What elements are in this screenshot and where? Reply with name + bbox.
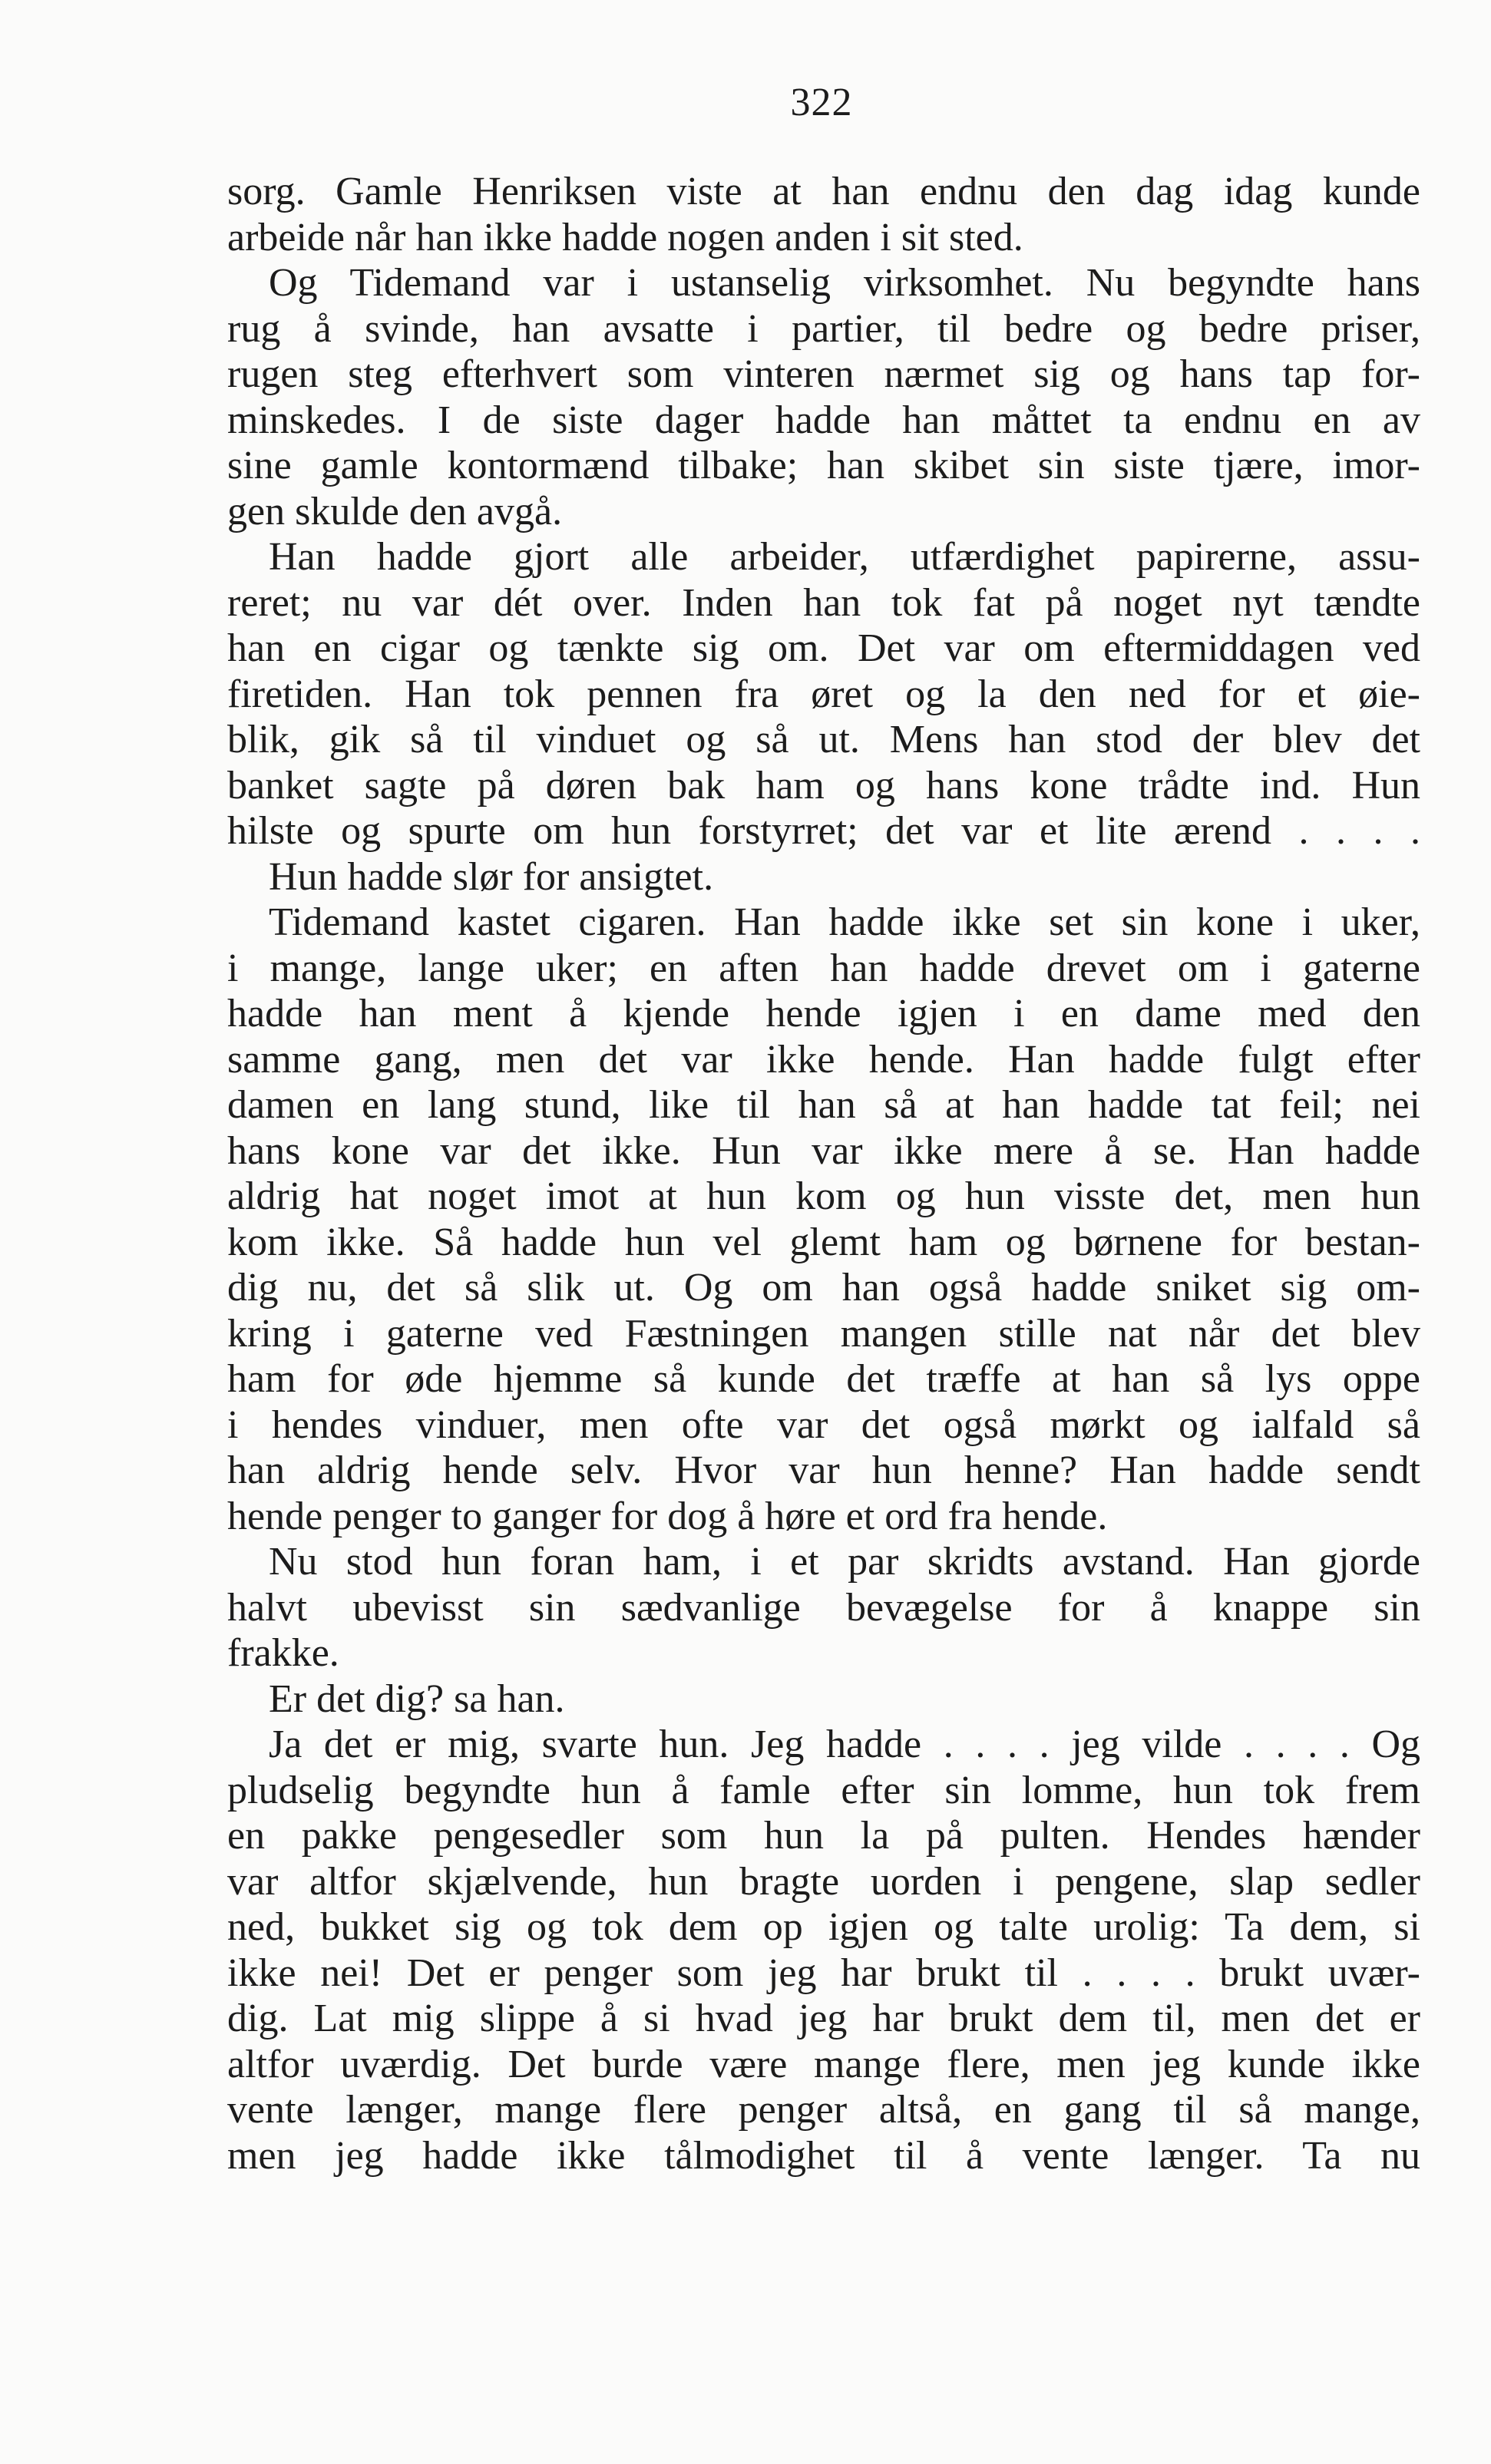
text-line: hadde han ment å kjende hende igjen i en dame med den (227, 992, 1420, 1035)
text-line: blik, gik så til vinduet og så ut. Mens han stod der blev det (227, 718, 1420, 761)
text-line: ned, bukket sig og tok dem op igjen og talte urolig: Ta dem, si (227, 1905, 1420, 1949)
text-line: Han hadde gjort alle arbeider, utfærdighet papirerne, assu- (269, 535, 1420, 579)
text-line: reret; nu var dét over. Inden han tok fat på noget nyt tændte (227, 580, 1420, 625)
text-line: Er det dig? sa han. (269, 1676, 565, 1721)
text-line: pludselig begyndte hun å famle efter sin lomme, hun tok frem (227, 1768, 1420, 1812)
text-line: hende penger to ganger for dog å høre et ord fra hende. (227, 1494, 1108, 1538)
text-line: samme gang, men det var ikke hende. Han hadde fulgt efter (227, 1037, 1420, 1082)
text-line: rug å svinde, han avsatte i partier, til bedre og bedre priser, (227, 306, 1420, 351)
text-line: kring i gaterne ved Fæstningen mangen stille nat når det blev (227, 1311, 1420, 1356)
text-line: men jeg hadde ikke tålmodighet til å vente længer. Ta nu (227, 2133, 1420, 2178)
text-line: altfor uværdig. Det burde være mange flere, men jeg kunde ikke (227, 2042, 1420, 2086)
text-line: Nu stod hun foran ham, i et par skridts avstand. Han gjorde (269, 1540, 1420, 1584)
text-line: frakke. (227, 1631, 339, 1675)
text-line: Og Tidemand var i ustanselig virksomhet. Nu begyndte hans (269, 261, 1420, 305)
text-line: en pakke pengesedler som hun la på pulten. Hendes hænder (227, 1814, 1420, 1858)
text-line: aldrig hat noget imot at hun kom og hun visste det, men hun (227, 1174, 1420, 1218)
text-line: firetiden. Han tok pennen fra øret og la den ned for et øie- (227, 672, 1420, 716)
text-line: var altfor skjælvende, hun bragte uorden i pengene, slap sedler (227, 1859, 1420, 1904)
text-line: hans kone var det ikke. Hun var ikke mere å se. Han hadde (227, 1128, 1420, 1173)
text-line: damen en lang stund, like til han så at han hadde tat feil; nei (227, 1083, 1420, 1127)
text-line: sorg. Gamle Henriksen viste at han endnu den dag idag kunde (227, 170, 1420, 213)
text-line: han aldrig hende selv. Hvor var hun henne? Han hadde sendt (227, 1448, 1420, 1492)
text-line: gen skulde den avgå. (227, 489, 563, 533)
text-line: vente længer, mange flere penger altså, en gang til så mange, (227, 2088, 1420, 2132)
page-number: 322 (790, 81, 853, 124)
text-line: kom ikke. Så hadde hun vel glemt ham og børnene for bestan- (227, 1220, 1420, 1264)
text-line: hilste og spurte om hun forstyrret; det var et lite ærend . . . . (227, 809, 1420, 853)
text-line: rugen steg efterhvert som vinteren nærmet sig og hans tap for- (227, 352, 1420, 396)
text-line: Tidemand kastet cigaren. Han hadde ikke set sin kone i uker, (269, 900, 1420, 944)
text-line: banket sagte på døren bak ham og hans kone trådte ind. Hun (227, 763, 1420, 808)
text-line: dig. Lat mig slippe å si hvad jeg har brukt dem til, men det er (227, 1997, 1420, 2040)
text-line: arbeide når han ikke hadde nogen anden i sit sted. (227, 215, 1023, 259)
text-line: dig nu, det så slik ut. Og om han også hadde sniket sig om- (227, 1266, 1420, 1310)
text-line: halvt ubevisst sin sædvanlige bevægelse for å knappe sin (227, 1585, 1420, 1630)
text-line: Ja det er mig, svarte hun. Jeg hadde . . . . jeg vilde . . . . Og (269, 1722, 1420, 1766)
text-line: sine gamle kontormænd tilbake; han skibet sin siste tjære, imor- (227, 444, 1420, 487)
text-line: ikke nei! Det er penger som jeg har brukt til . . . . brukt uvær- (227, 1950, 1420, 1995)
text-line: i mange, lange uker; en aften han hadde drevet om i gaterne (227, 946, 1420, 990)
text-line: han en cigar og tænkte sig om. Det var om eftermiddagen ved (227, 626, 1420, 670)
text-line: Hun hadde slør for ansigtet. (269, 854, 714, 899)
body-text (227, 169, 1420, 2178)
text-line: minskedes. I de siste dager hadde han måttet ta endnu en av (227, 398, 1420, 442)
text-line: ham for øde hjemme så kunde det træffe at han så lys oppe (227, 1357, 1420, 1401)
text-line: i hendes vinduer, men ofte var det også mørkt og ialfald så (227, 1402, 1420, 1447)
